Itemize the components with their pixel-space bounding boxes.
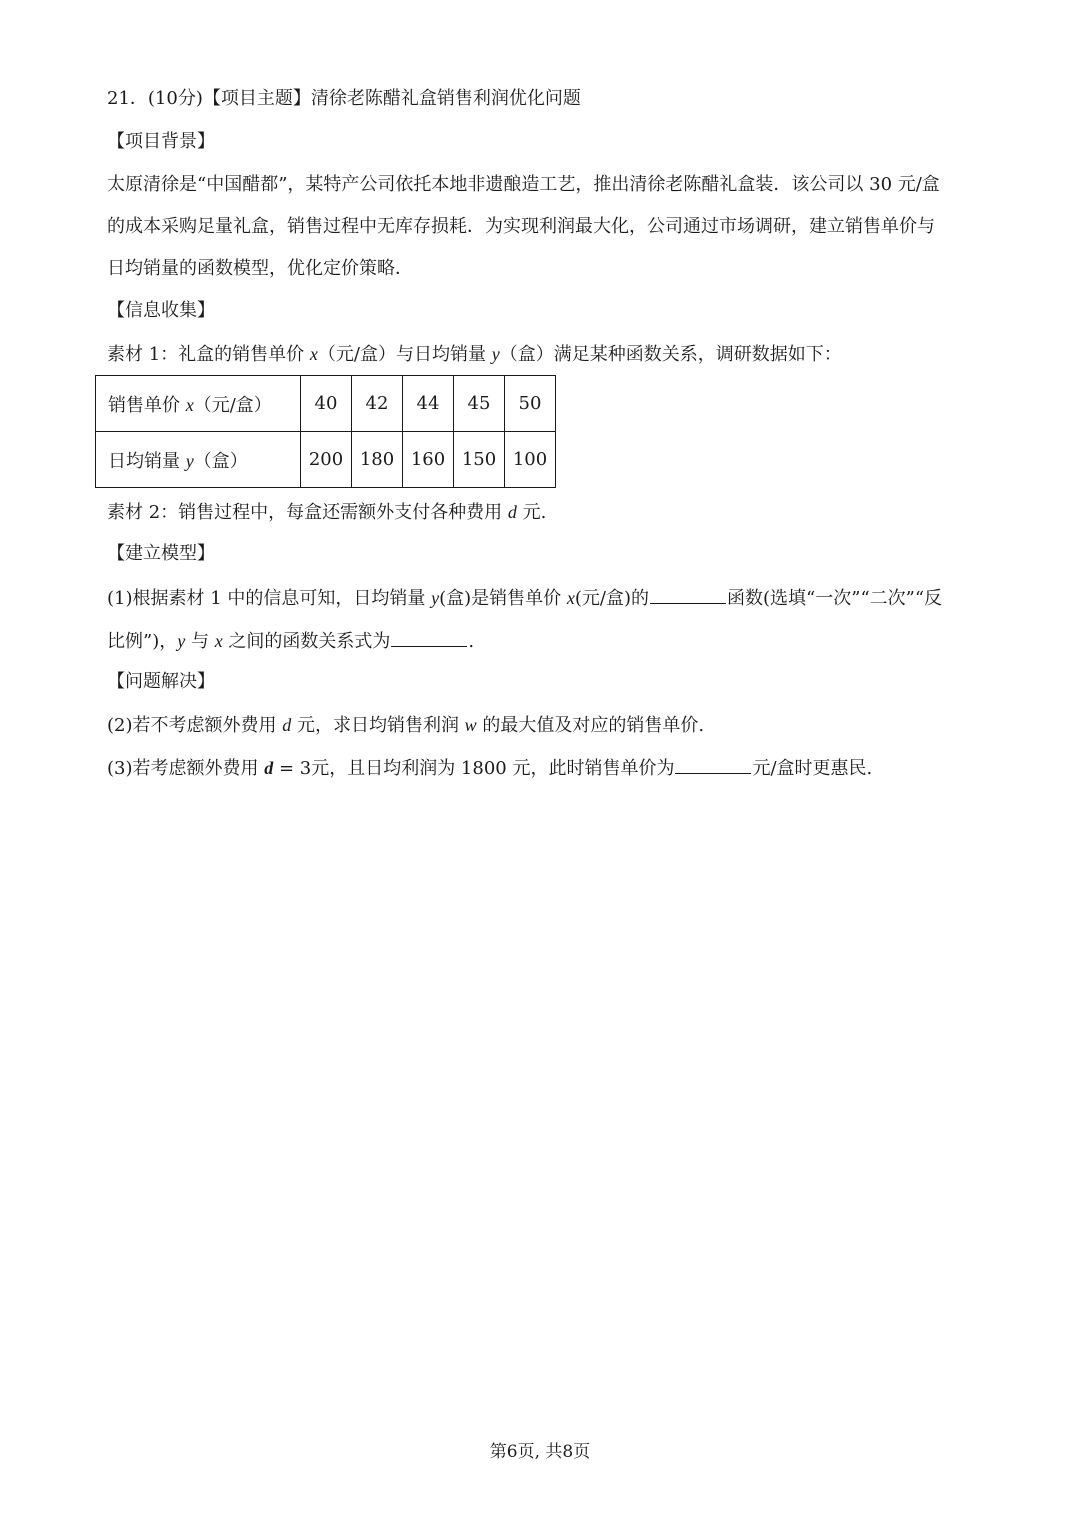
question-1-line-2: 比例”)，y 与 x 之间的函数关系式为 . bbox=[107, 628, 474, 654]
page-footer: 第6页, 共8页 bbox=[489, 1442, 591, 1462]
table-cell: 42 bbox=[352, 376, 403, 432]
solve-heading: 【问题解决】 bbox=[107, 671, 215, 692]
table-cell: 150 bbox=[454, 432, 505, 488]
background-line-1: 太原清徐是“中国醋都”，某特产公司依托本地非遗酿造工艺，推出清徐老陈醋礼盒装．该公司以 30 元/盒 bbox=[107, 174, 940, 195]
table-row-label: 日均销量 y（盒） bbox=[96, 432, 301, 488]
table-row-label: 销售单价 x（元/盒） bbox=[96, 376, 301, 432]
info-heading: 【信息收集】 bbox=[107, 300, 215, 321]
table-cell: 44 bbox=[403, 376, 454, 432]
table-cell: 180 bbox=[352, 432, 403, 488]
table-cell: 160 bbox=[403, 432, 454, 488]
survey-data-table bbox=[95, 375, 556, 488]
question-3: (3)若考虑额外费用 d = 3元，且日均利润为 1800 元，此时销售单价为 元/盒时更惠民. bbox=[107, 755, 872, 781]
table-row-price bbox=[96, 376, 556, 432]
material-1: 素材 1：礼盒的销售单价 x（元/盒）与日均销量 y（盒）满足某种函数关系，调研数据如下： bbox=[107, 344, 842, 365]
table-cell: 100 bbox=[505, 432, 556, 488]
table-cell: 45 bbox=[454, 376, 505, 432]
problem-title: 21．(10分)【项目主题】清徐老陈醋礼盒销售利润优化问题 bbox=[107, 88, 581, 109]
table-row-sales bbox=[96, 432, 556, 488]
answer-blank-3[interactable] bbox=[675, 755, 751, 774]
background-line-3: 日均销量的函数模型，优化定价策略． bbox=[107, 258, 413, 279]
model-heading: 【建立模型】 bbox=[107, 543, 215, 564]
table-cell: 40 bbox=[301, 376, 352, 432]
background-heading: 【项目背景】 bbox=[107, 131, 215, 152]
table-cell: 200 bbox=[301, 432, 352, 488]
background-line-2: 的成本采购足量礼盒，销售过程中无库存损耗．为实现利润最大化，公司通过市场调研，建立销售单价与 bbox=[107, 216, 935, 237]
material-2: 素材 2：销售过程中，每盒还需额外支付各种费用 d 元. bbox=[107, 502, 547, 523]
answer-blank-1[interactable] bbox=[650, 585, 726, 604]
table-cell: 50 bbox=[505, 376, 556, 432]
answer-blank-2[interactable] bbox=[391, 628, 467, 647]
question-1-line-1: (1)根据素材 1 中的信息可知，日均销量 y(盒)是销售单价 x(元/盒)的 函数(选填“一次”“二次”“反 bbox=[107, 585, 942, 611]
question-2: (2)若不考虑额外费用 d 元，求日均销售利润 w 的最大值及对应的销售单价. bbox=[107, 715, 705, 736]
